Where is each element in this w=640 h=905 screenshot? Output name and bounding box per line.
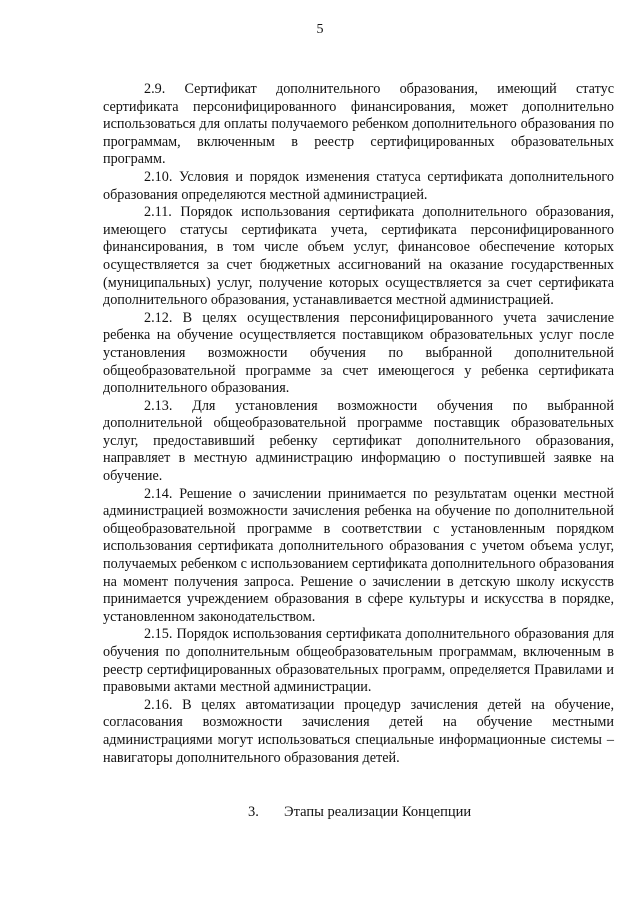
document-body	[103, 81, 614, 767]
section-number: 3.	[248, 804, 259, 820]
paragraph-2-13: 2.13. Для установления возможности обучения по выбранной дополнительной общеобразовательной программе поставщик образовательных услуг, предоставивший ребенку сертификат дополнительного образования, направляет в местную администрацию информацию о поступившей заявке на обучение.	[103, 397, 614, 485]
paragraph-2-12: 2.12. В целях осуществления персонифицированного учета зачисление ребенка на обучение осуществляется поставщиком образовательных услуг после установления возможности обучения по выбранной дополнительной общеобразовательной программе за счет имеющегося у ребенка сертификата дополнительного образования.	[103, 309, 614, 397]
paragraph-2-10: 2.10. Условия и порядок изменения статуса сертификата дополнительного образования определяются местной администрацией.	[103, 168, 614, 203]
paragraph-2-15: 2.15. Порядок использования сертификата дополнительного образования для обучения по дополнительным общеобразовательным программам, включенным в реестр сертифицированных образовательных программ, определяется Правилами и правовыми актами местной администрации.	[103, 626, 614, 696]
section-title: Этапы реализации Концепции	[284, 804, 472, 820]
paragraph-2-16: 2.16. В целях автоматизации процедур зачисления детей на обучение, согласования возможности зачисления детей на обучение местными администрациями могут использоваться специальные информационные системы – навигаторы дополнительного образования детей.	[103, 696, 614, 766]
paragraph-2-9: 2.9. Сертификат дополнительного образования, имеющий статус сертификата персонифицированного финансирования, может дополнительно использоваться для оплаты получаемого ребенком дополнительного образования по программам, включенным в реестр сертифицированных образовательных программ.	[103, 81, 614, 168]
paragraph-2-11: 2.11. Порядок использования сертификата дополнительного образования, имеющего статусы сертификата учета, сертификата персонифицированного финансирования, в том числе объем услуг, финансовое обеспечение которых осуществляется за счет бюджетных ассигнований на оказание государственных (муниципальных) услуг, получение которых осуществляется за счет сертификата дополнительного образования, устанавливается местной администрацией.	[103, 204, 614, 309]
page-number: 5	[316, 22, 324, 37]
paragraph-2-14: 2.14. Решение о зачислении принимается по результатам оценки местной администрацией возможности зачисления ребенка на обучение по дополнительной общеобразовательной программе в соответствии с установленным порядком использования сертификата дополнительного образования с учетом объема услуг, получаемых ребенком с использованием сертификата дополнительного образования на момент получения запроса. Решение о зачислении в детскую школу искусств принимается учреждением образования в сфере культуры и искусства в порядке, установленном законодательством.	[103, 485, 614, 625]
